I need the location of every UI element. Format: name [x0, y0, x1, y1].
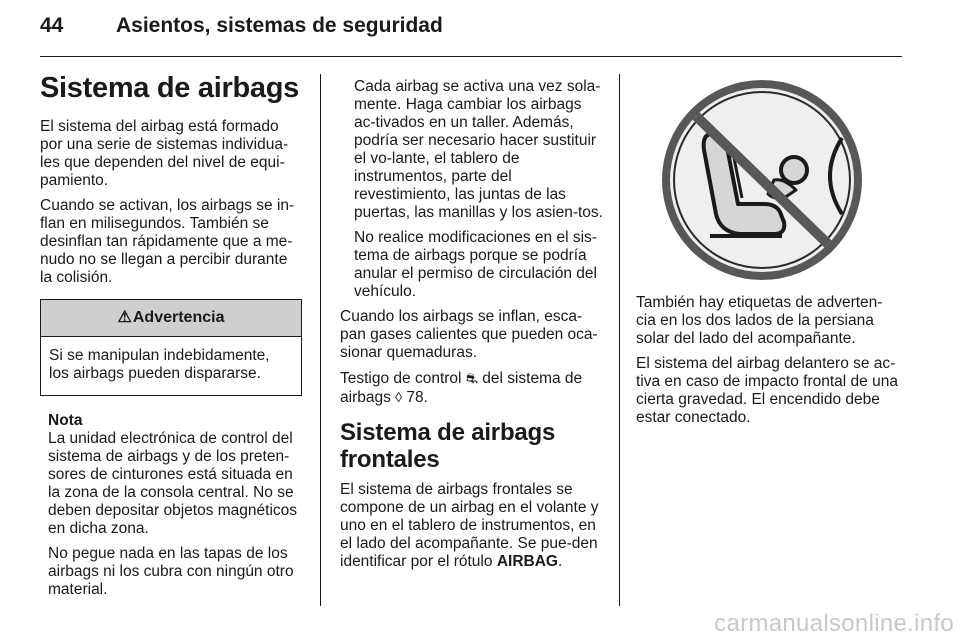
- header-rule: [40, 56, 902, 57]
- page-reference-icon: ◊: [395, 389, 403, 405]
- warning-header: [41, 300, 301, 337]
- section-title: Sistema de airbags: [40, 72, 299, 104]
- frontal-airbags-text: El sistema de airbags frontales se compone de un airbag en el volante y uno en el tablero de instrumentos, en el lado del acompañante. Se pue-den identificar por el rótulo: [340, 481, 599, 570]
- airbag-label-text: AIRBAG: [496, 553, 558, 570]
- running-header: Asientos, sistemas de seguridad: [116, 14, 443, 37]
- page-number: 44: [40, 14, 64, 37]
- note-block: [40, 412, 302, 599]
- control-light-text-mid: del sistema de airbags: [340, 370, 583, 406]
- watermark: carmanualsonline.info: [714, 610, 954, 637]
- page-reference: 78.: [406, 389, 428, 406]
- warning-triangle-icon: ⚠: [117, 309, 132, 326]
- frontal-airbags-end: .: [557, 553, 563, 570]
- control-light-text: Testigo de control: [340, 370, 462, 387]
- sun-visor-labels-paragraph: También hay etiquetas de adverten-cia en los dos lados de la persiana solar del lado del acompañante.: [636, 294, 883, 347]
- column-3: [636, 294, 902, 434]
- warning-title: Advertencia: [132, 309, 225, 326]
- inflation-paragraph: Cuando se activan, los airbags se in-flan en milisegundos. También se desinflan tan rápidamente que a me-nudo no se llegan a percibir durante la colisión.: [40, 197, 295, 286]
- column-divider-left: [320, 74, 321, 606]
- note-text-1: La unidad electrónica de control del sistema de airbags y de los preten-sores de cinturones está situada en la zona de la consola central. No se deben depositar objetos magnéticos en dicha zona.: [48, 430, 298, 537]
- continued-warning-text-1: Cada airbag se activa una vez sola-mente. Haga cambiar los airbags ac-tivados en un taller. Además, podría ser necesario hacer sustituir el vo-lante, el tablero de instrumentos, parte del revestimiento, las juntas de las puertas, las manillas y los asien-tos.: [354, 78, 603, 221]
- subsection-title: Sistema de airbags frontales: [340, 419, 556, 473]
- note-title: Nota: [48, 412, 83, 429]
- airbag-warning-light-icon: ⛐: [465, 370, 478, 386]
- figure-panel: [624, 72, 902, 287]
- frontal-airbags-paragraph: [340, 481, 603, 571]
- no-rear-facing-child-seat-airbag-icon: [624, 72, 902, 287]
- column-divider-right: [619, 74, 620, 606]
- note-text-2: No pegue nada en las tapas de los airbags ni los cubra con ningún otro material.: [48, 545, 294, 598]
- column-1: [40, 72, 302, 606]
- warning-text: Si se manipulan indebidamente, los airbags pueden dispararse.: [49, 347, 270, 382]
- continued-warning-text-2: No realice modificaciones en el sis-tema de airbags porque se podría anular el permiso de circulación del vehículo.: [354, 229, 597, 300]
- column-2: [340, 78, 603, 578]
- continued-warning: [340, 78, 603, 301]
- intro-paragraph: El sistema del airbag está formado por una serie de sistemas individua-les que dependen del nivel de equi-pamiento.: [40, 118, 289, 189]
- control-light-paragraph: [340, 369, 603, 407]
- warning-box: [40, 299, 302, 396]
- frontal-impact-paragraph: El sistema del airbag delantero se ac-tiva en caso de impacto frontal de una cierta gravedad. El encendido debe estar conectado.: [636, 355, 898, 426]
- hot-gas-paragraph: Cuando los airbags se inflan, esca-pan gases calientes que pueden oca-sionar quemaduras.: [340, 308, 598, 361]
